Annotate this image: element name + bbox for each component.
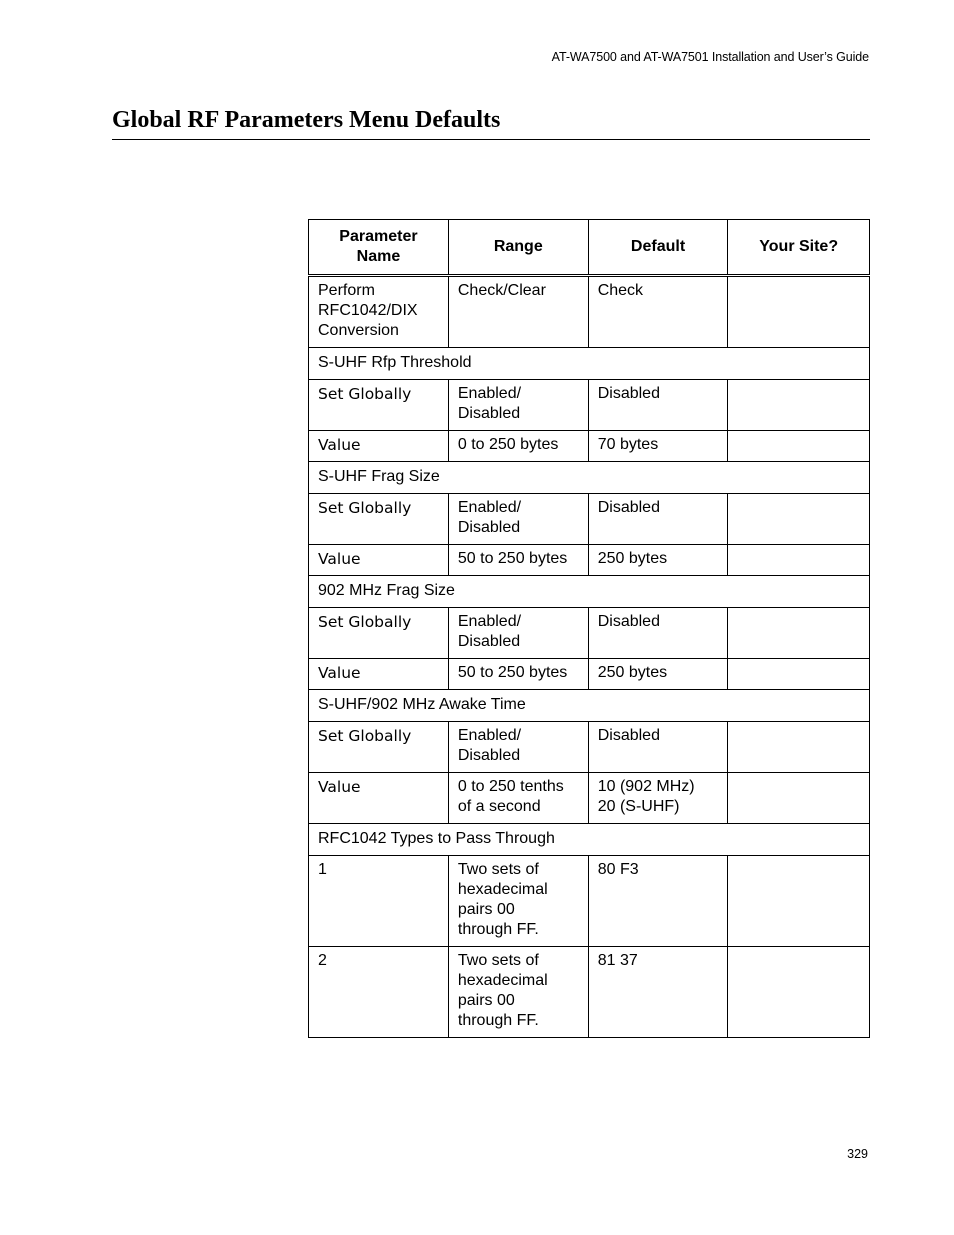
column-header-your-site: Your Site? [728, 220, 870, 276]
your-site-cell [728, 947, 870, 1038]
page-title: Global RF Parameters Menu Defaults [112, 107, 501, 133]
table-row [309, 276, 870, 348]
range-cell: 0 to 250 tenths of a second [448, 773, 588, 824]
table-row [309, 608, 870, 659]
group-label: S-UHF Frag Size [309, 462, 870, 494]
range-cell: 0 to 250 bytes [448, 431, 588, 462]
parameter-cell: Set Globally [309, 494, 449, 545]
table-group-row [309, 576, 870, 608]
range-cell: Two sets of hexadecimal pairs 00 through FF. [448, 947, 588, 1038]
range-cell: Check/Clear [448, 276, 588, 348]
table-row [309, 431, 870, 462]
range-cell: Enabled/ Disabled [448, 494, 588, 545]
default-cell: Disabled [588, 380, 728, 431]
parameter-cell: 1 [309, 856, 449, 947]
range-cell: Enabled/ Disabled [448, 722, 588, 773]
your-site-cell [728, 856, 870, 947]
table-row [309, 722, 870, 773]
group-label: RFC1042 Types to Pass Through [309, 824, 870, 856]
your-site-cell [728, 608, 870, 659]
column-header-parameter-name: Parameter Name [309, 220, 449, 276]
running-header: AT-WA7500 and AT-WA7501 Installation and User’s Guide [551, 50, 869, 64]
range-cell: Enabled/ Disabled [448, 608, 588, 659]
table-row [309, 380, 870, 431]
column-header-default: Default [588, 220, 728, 276]
parameter-cell: Perform RFC1042/DIX Conversion [309, 276, 449, 348]
default-cell: Disabled [588, 722, 728, 773]
default-cell: 70 bytes [588, 431, 728, 462]
your-site-cell [728, 722, 870, 773]
your-site-cell [728, 276, 870, 348]
table-group-row [309, 462, 870, 494]
table-row [309, 494, 870, 545]
table-row [309, 773, 870, 824]
page-number: 329 [847, 1147, 868, 1161]
default-cell: 250 bytes [588, 545, 728, 576]
group-label: 902 MHz Frag Size [309, 576, 870, 608]
parameter-cell: 2 [309, 947, 449, 1038]
your-site-cell [728, 773, 870, 824]
table-row [309, 856, 870, 947]
parameter-cell: Set Globally [309, 380, 449, 431]
table-group-row [309, 690, 870, 722]
group-label: S-UHF/902 MHz Awake Time [309, 690, 870, 722]
range-cell: Two sets of hexadecimal pairs 00 through FF. [448, 856, 588, 947]
column-header-range: Range [448, 220, 588, 276]
table-body [309, 276, 870, 1038]
your-site-cell [728, 545, 870, 576]
parameter-cell: Set Globally [309, 608, 449, 659]
range-cell: 50 to 250 bytes [448, 659, 588, 690]
your-site-cell [728, 494, 870, 545]
default-cell: 250 bytes [588, 659, 728, 690]
parameter-cell: Value [309, 659, 449, 690]
table-header-row [309, 220, 870, 276]
table-group-row [309, 348, 870, 380]
default-cell: Disabled [588, 494, 728, 545]
parameter-cell: Value [309, 545, 449, 576]
range-cell: 50 to 250 bytes [448, 545, 588, 576]
your-site-cell [728, 659, 870, 690]
your-site-cell [728, 380, 870, 431]
title-rule [112, 139, 870, 140]
parameter-cell: Set Globally [309, 722, 449, 773]
default-cell: 81 37 [588, 947, 728, 1038]
table-row [309, 947, 870, 1038]
default-cell: Disabled [588, 608, 728, 659]
parameter-cell: Value [309, 431, 449, 462]
defaults-table [308, 219, 870, 1038]
default-cell: 80 F3 [588, 856, 728, 947]
parameter-cell: Value [309, 773, 449, 824]
your-site-cell [728, 431, 870, 462]
default-cell: 10 (902 MHz) 20 (S-UHF) [588, 773, 728, 824]
table-group-row [309, 824, 870, 856]
default-cell: Check [588, 276, 728, 348]
table-row [309, 545, 870, 576]
range-cell: Enabled/ Disabled [448, 380, 588, 431]
group-label: S-UHF Rfp Threshold [309, 348, 870, 380]
table-row [309, 659, 870, 690]
